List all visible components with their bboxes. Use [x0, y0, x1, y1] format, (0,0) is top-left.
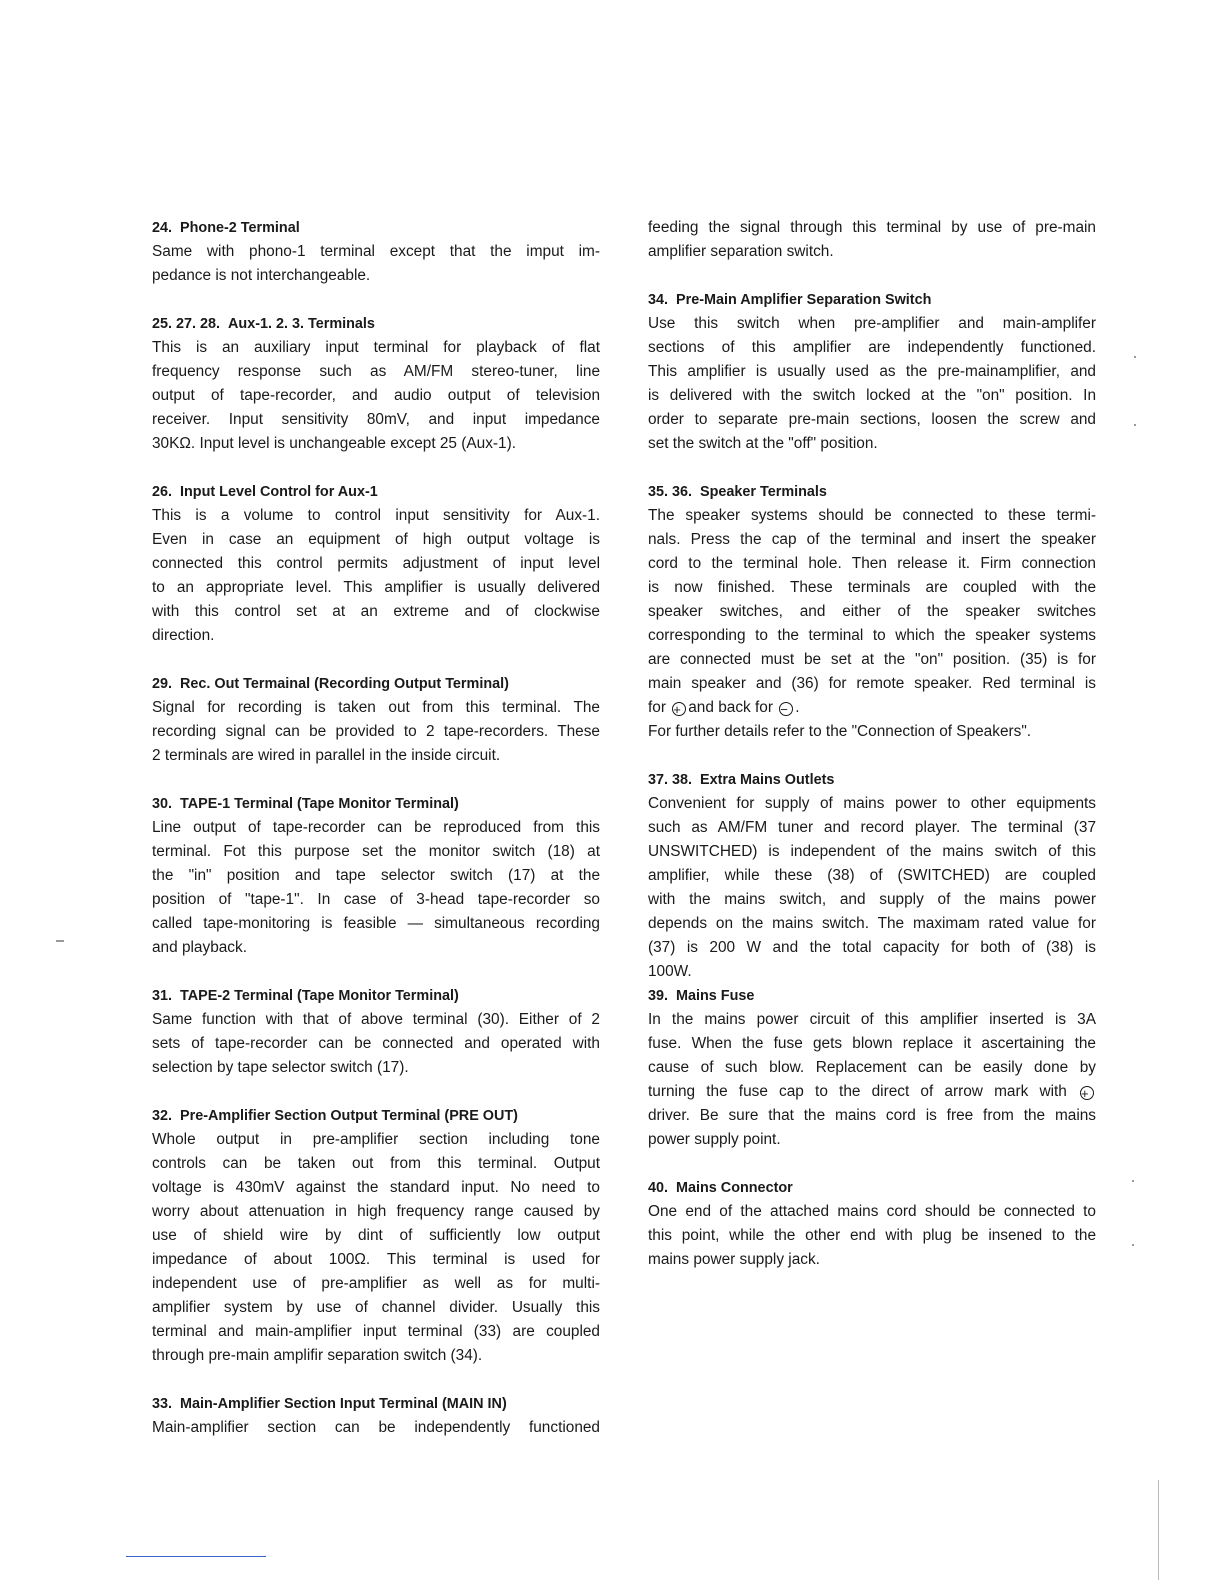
section-number: 26. — [152, 484, 173, 500]
body-line: amplifier separation switch. — [648, 243, 834, 260]
scan-mark — [1134, 424, 1136, 426]
body-line: connected this control permits adjustment of input level — [152, 555, 600, 572]
body-line: pedance is not interchangeable. — [152, 267, 371, 284]
body-line: direction. — [152, 627, 215, 644]
section-body — [152, 336, 600, 456]
arrow-text: turning the fuse cap to the direct of arrow mark with — [648, 1083, 1067, 1100]
section-number: 35. 36. — [648, 484, 693, 500]
body-line: One end of the attached mains cord should be connected to — [648, 1203, 1096, 1220]
scan-mark — [56, 940, 64, 942]
section-body — [152, 504, 600, 648]
body-line: are connected must be set at the "on" position. (35) is for — [648, 651, 1096, 668]
body-line: and playback. — [152, 939, 247, 956]
section-title: TAPE-1 Terminal (Tape Monitor Terminal) — [180, 796, 459, 812]
body-line: Same function with that of above terminal (30). Either of 2 — [152, 1011, 600, 1028]
left-column — [152, 216, 600, 1464]
body-line: 2 terminals are wired in parallel in the inside circuit. — [152, 747, 501, 764]
section-31 — [152, 984, 600, 1080]
section-body — [152, 240, 600, 288]
section-number: 25. 27. 28. — [152, 316, 221, 332]
section-number: 30. — [152, 796, 173, 812]
body-line: the "in" position and tape selector switch (17) at the — [152, 867, 600, 884]
section-title: Pre-Amplifier Section Output Terminal (PRE OUT) — [180, 1108, 518, 1124]
section-number: 40. — [648, 1180, 669, 1196]
body-line: this point, while the other end with plug be insened to the — [648, 1227, 1096, 1244]
body-line: is delivered with the switch locked at the "on" position. In — [648, 387, 1096, 404]
section-number: 31. — [152, 988, 173, 1004]
body-line: fuse. When the fuse gets blown replace it ascertaining the — [648, 1035, 1096, 1052]
polarity-text: for — [648, 699, 666, 716]
section-title: TAPE-2 Terminal (Tape Monitor Terminal) — [180, 988, 459, 1004]
section-body — [648, 1200, 1096, 1272]
section-37-38 — [648, 768, 1096, 984]
body-line: amplifier, while these (38) of (SWITCHED) are coupled — [648, 867, 1096, 884]
body-line: to an appropriate level. This amplifier is usually delivered — [152, 579, 600, 596]
body-line: order to separate pre-main sections, loosen the screw and — [648, 411, 1096, 428]
section-heading — [152, 984, 600, 1008]
section-25-27-28 — [152, 312, 600, 456]
section-title: Aux-1. 2. 3. Terminals — [228, 316, 375, 332]
section-heading — [152, 1104, 600, 1128]
body-line: Convenient for supply of mains power to other equipments — [648, 795, 1096, 812]
body-line: frequency response such as AM/FM stereo-tuner, line — [152, 363, 600, 380]
body-line: recording signal can be provided to 2 tape-recorders. These — [152, 723, 600, 740]
section-heading — [648, 768, 1096, 792]
body-line: selection by tape selector switch (17). — [152, 1059, 409, 1076]
section-title: Rec. Out Termainal (Recording Output Terminal) — [180, 676, 509, 692]
body-line: main speaker and (36) for remote speaker. Red terminal is — [648, 675, 1096, 692]
section-heading — [648, 1176, 1096, 1200]
section-heading — [152, 216, 600, 240]
section-number: 34. — [648, 292, 669, 308]
body-line: This amplifier is usually used as the pre-mainamplifier, and — [648, 363, 1096, 380]
section-heading — [152, 312, 600, 336]
body-line: amplifier system by use of channel divider. Usually this — [152, 1299, 600, 1316]
section-heading — [648, 984, 1096, 1008]
section-24 — [152, 216, 600, 288]
body-line: 30KΩ. Input level is unchangeable except 25 (Aux-1). — [152, 435, 517, 452]
body-line: called tape-monitoring is feasible — simultaneous recording — [152, 915, 600, 932]
section-26 — [152, 480, 600, 648]
body-line: Line output of tape-recorder can be reproduced from this — [152, 819, 600, 836]
body-line: This is an auxiliary input terminal for playback of flat — [152, 339, 600, 356]
section-title: Pre-Main Amplifier Separation Switch — [676, 292, 932, 308]
body-line: For further details refer to the "Connection of Speakers". — [648, 723, 1032, 740]
section-32 — [152, 1104, 600, 1368]
section-body — [152, 1416, 600, 1440]
section-title: Extra Mains Outlets — [700, 772, 835, 788]
body-line: (37) is 200 W and the total capacity for both of (38) is — [648, 939, 1096, 956]
body-line: is now finished. These terminals are coupled with the — [648, 579, 1096, 596]
body-line: position of "tape-1". In case of 3-head tape-recorder so — [152, 891, 600, 908]
section-heading — [648, 288, 1096, 312]
body-line: worry about attenuation in high frequency range caused by — [152, 1203, 600, 1220]
section-29 — [152, 672, 600, 768]
arrow-line — [648, 1080, 1096, 1104]
section-heading — [152, 672, 600, 696]
body-line: cause of such blow. Replacement can be easily done by — [648, 1059, 1096, 1076]
section-30 — [152, 792, 600, 960]
section-body — [648, 1008, 1096, 1152]
body-line: terminal and main-amplifier input terminal (33) are coupled — [152, 1323, 600, 1340]
scan-edge — [1158, 1480, 1159, 1580]
body-line: power supply point. — [648, 1131, 781, 1148]
section-number: 37. 38. — [648, 772, 693, 788]
body-line: UNSWITCHED) is independent of the mains switch of this — [648, 843, 1096, 860]
body-line: with the mains switch, and supply of the mains power — [648, 891, 1096, 908]
scan-mark — [1132, 1244, 1134, 1246]
section-33 — [152, 1392, 600, 1440]
section-body — [152, 1008, 600, 1080]
body-line: sections of this amplifier are independently functioned. — [648, 339, 1096, 356]
body-line: impedance of about 100Ω. This terminal is used for — [152, 1251, 600, 1268]
body-line: sets of tape-recorder can be connected and operated with — [152, 1035, 600, 1052]
right-column — [648, 216, 1096, 1296]
plus-driver-icon: + — [1080, 1086, 1094, 1100]
body-line: Even in case an equipment of high output voltage is — [152, 531, 600, 548]
body-line: Same with phono-1 terminal except that the imput im- — [152, 243, 600, 260]
section-heading — [152, 792, 600, 816]
body-line: Signal for recording is taken out from this terminal. The — [152, 699, 600, 716]
body-line: 100W. — [648, 963, 692, 980]
body-line: Main-amplifier section can be independently functioned — [152, 1419, 600, 1436]
section-title: Mains Connector — [676, 1180, 793, 1196]
body-line: This is a volume to control input sensitivity for Aux-1. — [152, 507, 600, 524]
section-title: Speaker Terminals — [700, 484, 827, 500]
section-body — [152, 696, 600, 768]
body-line: terminal. Fot this purpose set the monitor switch (18) at — [152, 843, 600, 860]
section-heading — [152, 1392, 600, 1416]
section-title: Phone-2 Terminal — [180, 220, 300, 236]
section-body — [648, 312, 1096, 456]
section-number: 32. — [152, 1108, 173, 1124]
body-line: mains power supply jack. — [648, 1251, 820, 1268]
body-line: independent use of pre-amplifier as well as for multi- — [152, 1275, 600, 1292]
body-line: with this control set at an extreme and of clockwise — [152, 603, 600, 620]
section-number: 39. — [648, 988, 669, 1004]
section-number: 33. — [152, 1396, 173, 1412]
body-line: use of shield wire by dint of sufficiently low output — [152, 1227, 600, 1244]
footer-rule — [126, 1556, 266, 1557]
body-line: speaker switches, and either of the speaker switches — [648, 603, 1096, 620]
body-line: depends on the mains switch. The maximam rated value for — [648, 915, 1096, 932]
scan-mark — [1132, 1180, 1134, 1182]
section-body — [152, 1128, 600, 1368]
polarity-text: . — [795, 699, 800, 716]
section-33-continuation — [648, 216, 1096, 264]
section-40 — [648, 1176, 1096, 1272]
section-body — [648, 792, 1096, 984]
polarity-text: and back for — [688, 699, 773, 716]
section-35-36 — [648, 480, 1096, 744]
body-line: such as AM/FM tuner and record player. The terminal (37 — [648, 819, 1096, 836]
section-number: 24. — [152, 220, 173, 236]
body-line: nals. Press the cap of the terminal and insert the speaker — [648, 531, 1096, 548]
section-title: Main-Amplifier Section Input Terminal (MAIN IN) — [180, 1396, 507, 1412]
body-line: feeding the signal through this terminal by use of pre-main — [648, 219, 1096, 236]
section-body — [648, 504, 1096, 744]
section-title: Input Level Control for Aux-1 — [180, 484, 378, 500]
body-line: Use this switch when pre-amplifier and main-amplifer — [648, 315, 1096, 332]
body-line: receiver. Input sensitivity 80mV, and input impedance — [152, 411, 600, 428]
body-line: output of tape-recorder, and audio output of television — [152, 387, 600, 404]
section-34 — [648, 288, 1096, 456]
body-line: controls can be taken out from this terminal. Output — [152, 1155, 600, 1172]
body-line: The speaker systems should be connected to these termi- — [648, 507, 1096, 524]
section-heading — [152, 480, 600, 504]
polarity-line — [648, 696, 1096, 720]
section-number: 29. — [152, 676, 173, 692]
minus-terminal-icon: − — [779, 702, 793, 716]
body-line: voltage is 430mV against the standard input. No need to — [152, 1179, 600, 1196]
section-heading — [648, 480, 1096, 504]
body-line: corresponding to the terminal to which the speaker systems — [648, 627, 1096, 644]
body-line: driver. Be sure that the mains cord is free from the mains — [648, 1107, 1096, 1124]
body-line: Whole output in pre-amplifier section including tone — [152, 1131, 600, 1148]
body-line: cord to the terminal hole. Then release it. Firm connection — [648, 555, 1096, 572]
section-body — [152, 816, 600, 960]
body-line: set the switch at the "off" position. — [648, 435, 878, 452]
body-line: through pre-main amplifir separation switch (34). — [152, 1347, 483, 1364]
body-line: In the mains power circuit of this amplifier inserted is 3A — [648, 1011, 1096, 1028]
scan-mark — [1134, 356, 1136, 358]
section-39 — [648, 984, 1096, 1152]
section-title: Mains Fuse — [676, 988, 755, 1004]
plus-terminal-icon: + — [672, 702, 686, 716]
section-body — [648, 216, 1096, 264]
